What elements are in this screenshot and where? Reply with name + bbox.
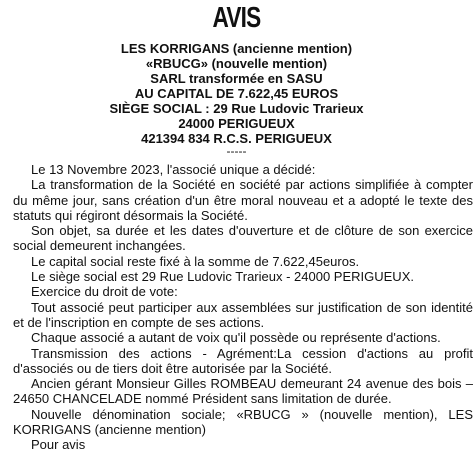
notice-title: AVIS <box>212 2 261 34</box>
paragraph: Tout associé peut participer aux assemblées sur justification de son identité et de l'inscription en compte de ses actions. <box>13 299 473 330</box>
header-separator: ----- <box>226 144 247 158</box>
rcs-number: 421394 834 R.C.S. PERIGUEUX <box>141 131 332 146</box>
company-header <box>0 41 473 157</box>
paragraph: Transmission des actions - Agrément:La cession d'actions au profit d'associés ou de tiers doit être autorisée par la Société. <box>13 345 473 376</box>
paragraph: La transformation de la Société en société par actions simplifiée à compter du même jour, sans création d'un être moral nouveau et a adopté le texte des statuts qui régiront désormais la Société. <box>13 177 473 223</box>
paragraph: Le siège social est 29 Rue Ludovic Trarieux - 24000 PERIGUEUX. <box>31 269 414 285</box>
notice-body <box>13 162 473 453</box>
postal-city: 24000 PERIGUEUX <box>178 116 295 131</box>
paragraph: Ancien gérant Monsieur Gilles ROMBEAU demeurant 24 avenue des bois – 24650 CHANCELADE nommé Président sans limitation de durée. <box>13 376 473 407</box>
paragraph: Le 13 Novembre 2023, l'associé unique a décidé: <box>31 162 316 177</box>
former-name: LES KORRIGANS (ancienne mention) <box>120 41 353 56</box>
paragraph: Exercice du droit de vote: <box>31 284 178 300</box>
share-capital: AU CAPITAL DE 7.622,45 EUROS <box>134 86 339 101</box>
company-form: SARL transformée en SASU <box>150 71 323 86</box>
paragraph: Le capital social reste fixé à la somme de 7.622,45euros. <box>31 253 360 269</box>
paragraph: Nouvelle dénomination sociale; «RBUCG » (nouvelle mention), LES KORRIGANS (ancienne mention) <box>13 406 473 438</box>
new-name: «RBUCG» (nouvelle mention) <box>145 56 328 71</box>
paragraph: Pour avis <box>31 437 86 453</box>
registered-office: SIÈGE SOCIAL : 29 Rue Ludovic Trarieux <box>109 101 364 116</box>
paragraph: Son objet, sa durée et les dates d'ouverture et de clôture de son exercice social demeurent inchangées. <box>13 223 473 254</box>
paragraph: Chaque associé a autant de voix qu'il possède ou représente d'actions. <box>31 330 441 346</box>
